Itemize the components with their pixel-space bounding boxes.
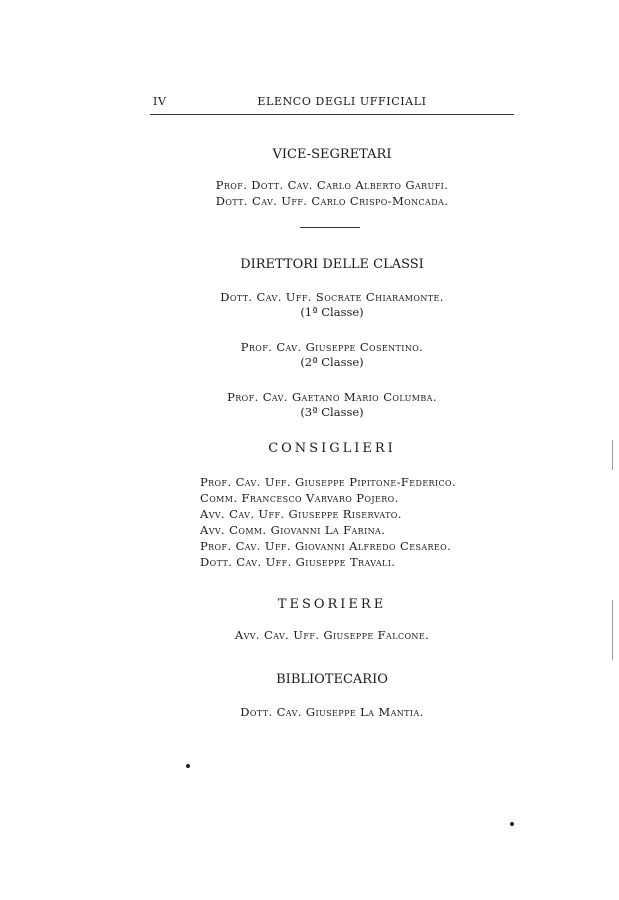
bibliotecario-heading: BIBLIOTECARIO (276, 672, 388, 687)
direttore-1-class: (1ª Classe) (300, 305, 364, 319)
direttori-heading: DIRETTORI DELLE CLASSI (240, 257, 424, 272)
page-number: IV (153, 95, 167, 108)
page-header (150, 93, 514, 113)
consigliere-1: Prof. Cav. Uff. Giuseppe Pipitone-Federico. (200, 475, 457, 489)
scan-speck (186, 764, 190, 768)
vice-segretario-2: Dott. Cav. Uff. Carlo Crispo-Moncada. (215, 194, 449, 208)
consigliere-4: Avv. Comm. Giovanni La Farina. (200, 523, 386, 537)
section-divider (300, 227, 360, 228)
consigliere-2: Comm. Francesco Varvaro Pojero. (200, 491, 399, 505)
direttore-2-name: Prof. Cav. Giuseppe Cosentino. (240, 340, 424, 354)
direttore-1-name: Dott. Cav. Uff. Socrate Chiaramonte. (220, 290, 444, 304)
consigliere-6: Dott. Cav. Uff. Giuseppe Travali. (200, 555, 396, 569)
consiglieri-list (200, 474, 500, 570)
tesoriere-heading: TESORIERE (277, 597, 387, 612)
tesoriere-name: Avv. Cav. Uff. Giuseppe Falcone. (234, 628, 430, 642)
page-edge-mark (612, 600, 613, 660)
vice-segretario-1: Prof. Dott. Cav. Carlo Alberto Garufi. (215, 178, 449, 192)
page-edge-mark (612, 440, 613, 470)
direttore-3-class: (3ª Classe) (300, 405, 364, 419)
direttore-3-name: Prof. Cav. Gaetano Mario Columba. (227, 390, 437, 404)
direttore-2-class: (2ª Classe) (300, 355, 364, 369)
bibliotecario-name: Dott. Cav. Giuseppe La Mantia. (240, 705, 424, 719)
consigliere-3: Avv. Cav. Uff. Giuseppe Riservato. (200, 507, 402, 521)
vice-segretari-heading: VICE-SEGRETARI (272, 147, 392, 162)
running-title: ELENCO DEGLI UFFICIALI (257, 95, 427, 108)
scan-speck (510, 822, 514, 826)
consiglieri-heading: CONSIGLIERI (268, 441, 396, 456)
consigliere-5: Prof. Cav. Uff. Giovanni Alfredo Cesareo. (200, 539, 452, 553)
header-rule (150, 114, 514, 115)
